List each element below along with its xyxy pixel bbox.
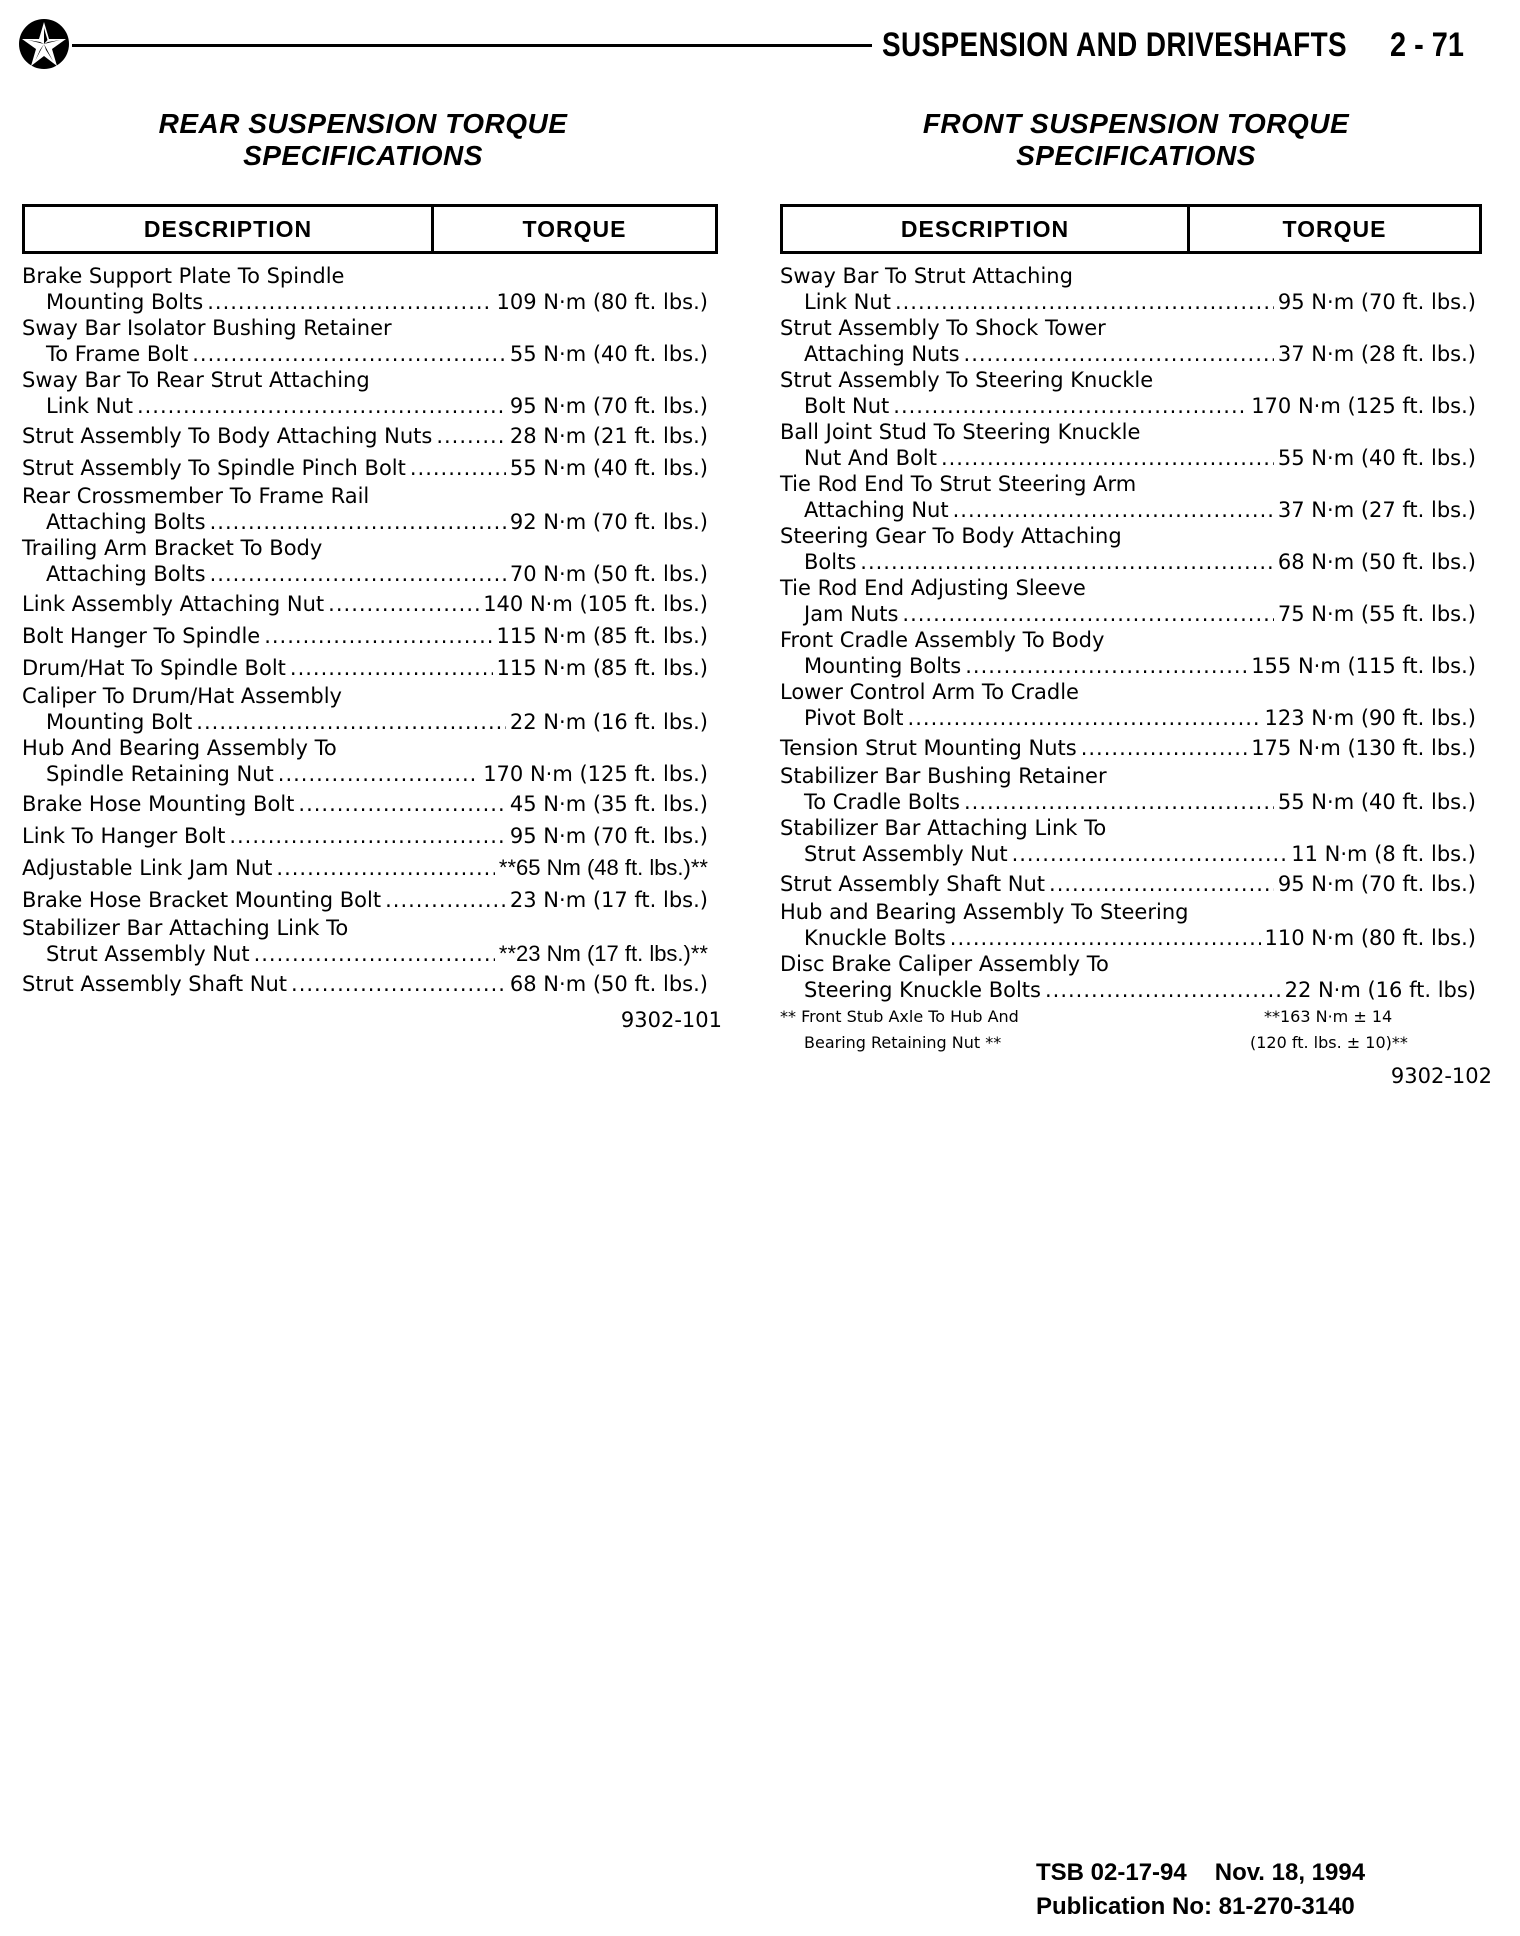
front-row-description: Attaching Nut — [804, 498, 949, 522]
rear-row-torque-value: 109 N·m (80 ft. lbs.) — [496, 290, 708, 314]
rear-title-line2: SPECIFICATIONS — [243, 140, 483, 171]
front-title-line2: SPECIFICATIONS — [1016, 140, 1256, 171]
rear-row-description: Strut Assembly Nut — [46, 942, 250, 966]
front-row-torque-value: 175 N·m (130 ft. lbs.) — [1251, 736, 1476, 760]
front-row-description: Nut And Bolt — [804, 446, 937, 470]
front-row-torque-value: 75 N·m (55 ft. lbs.) — [1277, 602, 1476, 626]
front-stub-line2: Bearing Retaining Nut ** — [804, 1033, 1002, 1052]
front-stub-description — [780, 1004, 1250, 1056]
front-table-row — [780, 264, 1476, 316]
rear-table-row — [22, 852, 708, 884]
dot-leader — [207, 288, 492, 316]
front-row-torque-value: 110 N·m (80 ft. lbs.) — [1264, 926, 1476, 950]
rear-table-body — [22, 264, 708, 1000]
front-row-description-line1: Stabilizer Bar Attaching Link To — [780, 816, 1107, 840]
front-row-description: Strut Assembly Shaft Nut — [780, 872, 1046, 896]
front-table-row — [780, 764, 1476, 816]
front-row-description-line1: Stabilizer Bar Bushing Retainer — [780, 764, 1107, 788]
rear-row-torque-value: 70 N·m (50 ft. lbs.) — [509, 562, 708, 586]
footer-tsb: TSB 02-17-94 — [1036, 1859, 1187, 1886]
front-stub-value-line1: **163 N·m ± 14 — [1264, 1007, 1393, 1026]
rear-row-torque-value: 68 N·m (50 ft. lbs.) — [509, 972, 708, 996]
rear-table-row — [22, 684, 708, 736]
dot-leader — [196, 708, 506, 736]
dot-leader — [276, 852, 495, 884]
front-row-description-line1: Tie Rod End To Strut Steering Arm — [780, 472, 1137, 496]
rear-row-torque-value: **23 Nm (17 ft. lbs.)** — [498, 941, 708, 966]
rear-table-row — [22, 452, 708, 484]
page-header — [0, 0, 1520, 80]
rear-row-torque-value: 140 N·m (105 ft. lbs.) — [483, 592, 708, 616]
front-table-row — [780, 680, 1476, 732]
front-row-description-line1: Steering Gear To Body Attaching — [780, 524, 1122, 548]
rear-table-row — [22, 420, 708, 452]
front-row-description: Mounting Bolts — [804, 654, 962, 678]
front-stub-axle-row — [780, 1004, 1492, 1056]
front-col-torque: TORQUE — [1282, 215, 1387, 242]
rear-row-description-line1: Brake Support Plate To Spindle — [22, 264, 345, 288]
rear-table-row — [22, 536, 708, 588]
front-table-row — [780, 732, 1476, 764]
rear-table-row — [22, 968, 708, 1000]
front-row-description-line1: Disc Brake Caliper Assembly To — [780, 952, 1109, 976]
dot-leader — [410, 452, 506, 484]
front-row-description-line1: Strut Assembly To Shock Tower — [780, 316, 1106, 340]
front-table-row — [780, 420, 1476, 472]
front-table-row — [780, 576, 1476, 628]
front-table-row — [780, 900, 1476, 952]
rear-row-description-line1: Sway Bar Isolator Bushing Retainer — [22, 316, 392, 340]
rear-title-line1: REAR SUSPENSION TORQUE — [158, 108, 568, 139]
rear-row-description-line1: Caliper To Drum/Hat Assembly — [22, 684, 342, 708]
front-table-row — [780, 316, 1476, 368]
rear-row-description: Attaching Bolts — [46, 562, 206, 586]
rear-row-torque-value: 45 N·m (35 ft. lbs.) — [509, 792, 708, 816]
rear-row-description: Adjustable Link Jam Nut — [22, 856, 273, 880]
front-row-torque-value: 123 N·m (90 ft. lbs.) — [1264, 706, 1476, 730]
dot-leader — [860, 548, 1274, 576]
front-row-description: Strut Assembly Nut — [804, 842, 1008, 866]
front-row-torque-value: 55 N·m (40 ft. lbs.) — [1277, 446, 1476, 470]
front-table-row — [780, 472, 1476, 524]
front-torque-section — [780, 108, 1492, 1088]
front-stub-line1: ** Front Stub Axle To Hub And — [780, 1007, 1019, 1026]
front-row-description: Link Nut — [804, 290, 891, 314]
rear-row-torque-value: 170 N·m (125 ft. lbs.) — [483, 762, 708, 786]
rear-row-description: Bolt Hanger To Spindle — [22, 624, 261, 648]
front-row-description: Jam Nuts — [804, 602, 899, 626]
rear-torque-section — [22, 108, 722, 1032]
front-row-description-line1: Tie Rod End Adjusting Sleeve — [780, 576, 1086, 600]
rear-table-row — [22, 788, 708, 820]
dot-leader — [210, 508, 506, 536]
front-row-torque-value: 95 N·m (70 ft. lbs.) — [1277, 290, 1476, 314]
rear-row-description: Strut Assembly To Body Attaching Nuts — [22, 424, 433, 448]
front-row-description-line1: Front Cradle Assembly To Body — [780, 628, 1105, 652]
rear-row-description: Brake Hose Bracket Mounting Bolt — [22, 888, 382, 912]
front-row-description: Attaching Nuts — [804, 342, 960, 366]
rear-row-description: Link Nut — [46, 394, 133, 418]
dot-leader — [264, 620, 492, 652]
front-row-description: To Cradle Bolts — [804, 790, 960, 814]
rear-row-description: Brake Hose Mounting Bolt — [22, 792, 295, 816]
rear-row-torque-value: **65 Nm (48 ft. lbs.)** — [498, 855, 708, 880]
front-row-description: Knuckle Bolts — [804, 926, 946, 950]
front-row-torque-value: 22 N·m (16 ft. lbs) — [1284, 978, 1476, 1002]
rear-row-description-line1: Stabilizer Bar Attaching Link To — [22, 916, 349, 940]
dot-leader — [137, 392, 506, 420]
rear-row-torque-value: 115 N·m (85 ft. lbs.) — [496, 656, 708, 680]
header-rule — [72, 44, 872, 47]
rear-col-torque: TORQUE — [522, 215, 627, 242]
dot-leader — [1012, 840, 1288, 868]
rear-table-row — [22, 484, 708, 536]
front-row-description-line1: Strut Assembly To Steering Knuckle — [780, 368, 1154, 392]
front-row-torque-value: 55 N·m (40 ft. lbs.) — [1277, 790, 1476, 814]
page-number: 2 - 71 — [1390, 26, 1464, 64]
front-table-row — [780, 952, 1476, 1004]
dot-leader — [953, 496, 1274, 524]
rear-table-row — [22, 620, 708, 652]
rear-row-torque-value: 95 N·m (70 ft. lbs.) — [509, 394, 708, 418]
rear-row-torque-value: 23 N·m (17 ft. lbs.) — [509, 888, 708, 912]
front-row-description-line1: Hub and Bearing Assembly To Steering — [780, 900, 1189, 924]
rear-row-description: Attaching Bolts — [46, 510, 206, 534]
front-stub-value-line2: (120 ft. lbs. ± 10)** — [1250, 1033, 1408, 1052]
dot-leader — [941, 444, 1274, 472]
front-section-title — [780, 108, 1492, 172]
dot-leader — [254, 940, 495, 968]
rear-row-description-line1: Trailing Arm Bracket To Body — [22, 536, 323, 560]
rear-table-row — [22, 588, 708, 620]
dot-leader — [895, 288, 1274, 316]
dot-leader — [1045, 976, 1281, 1004]
front-table-row — [780, 628, 1476, 680]
dot-leader — [950, 924, 1261, 952]
rear-row-torque-value: 28 N·m (21 ft. lbs.) — [509, 424, 708, 448]
front-row-torque-value: 68 N·m (50 ft. lbs.) — [1277, 550, 1476, 574]
rear-row-torque-value: 55 N·m (40 ft. lbs.) — [509, 456, 708, 480]
front-table-header — [780, 204, 1482, 254]
front-row-torque-value: 155 N·m (115 ft. lbs.) — [1251, 654, 1476, 678]
rear-row-description: Mounting Bolt — [46, 710, 193, 734]
dot-leader — [210, 560, 506, 588]
dot-leader — [908, 704, 1261, 732]
dot-leader — [893, 392, 1247, 420]
dot-leader — [192, 340, 506, 368]
front-table-row — [780, 524, 1476, 576]
front-row-description-line1: Sway Bar To Strut Attaching — [780, 264, 1073, 288]
footer-tsb-line — [1036, 1856, 1365, 1890]
dot-leader — [964, 340, 1274, 368]
rear-row-description: Strut Assembly Shaft Nut — [22, 972, 288, 996]
front-row-description: Bolts — [804, 550, 857, 574]
front-row-torque-value: 11 N·m (8 ft. lbs.) — [1291, 842, 1476, 866]
rear-row-description: Drum/Hat To Spindle Bolt — [22, 656, 286, 680]
front-table-body — [780, 264, 1476, 1004]
rear-table-row — [22, 820, 708, 852]
rear-figure-ref: 9302-101 — [620, 1008, 722, 1032]
dot-leader — [278, 760, 479, 788]
rear-table-row — [22, 652, 708, 684]
footer-publication: Publication No: 81-270-3140 — [1036, 1893, 1355, 1920]
dot-leader — [902, 600, 1274, 628]
front-table-row — [780, 368, 1476, 420]
front-row-description-line1: Lower Control Arm To Cradle — [780, 680, 1079, 704]
page-title: SUSPENSION AND DRIVESHAFTS — [882, 26, 1348, 64]
rear-row-description-line1: Rear Crossmember To Frame Rail — [22, 484, 370, 508]
rear-row-torque-value: 55 N·m (40 ft. lbs.) — [509, 342, 708, 366]
rear-table-row — [22, 736, 708, 788]
dot-leader — [291, 968, 506, 1000]
rear-table-row — [22, 884, 708, 916]
dot-leader — [1049, 868, 1274, 900]
dot-leader — [965, 652, 1247, 680]
rear-row-description: Spindle Retaining Nut — [46, 762, 274, 786]
rear-table-row — [22, 916, 708, 968]
front-table-row — [780, 816, 1476, 868]
pentastar-logo-icon — [18, 18, 70, 70]
front-title-line1: FRONT SUSPENSION TORQUE — [922, 108, 1350, 139]
front-row-description-line1: Ball Joint Stud To Steering Knuckle — [780, 420, 1141, 444]
front-row-torque-value: 37 N·m (27 ft. lbs.) — [1277, 498, 1476, 522]
dot-leader — [298, 788, 506, 820]
front-row-torque-value: 37 N·m (28 ft. lbs.) — [1277, 342, 1476, 366]
page-footer — [1036, 1856, 1365, 1924]
rear-row-torque-value: 92 N·m (70 ft. lbs.) — [509, 510, 708, 534]
rear-row-description: To Frame Bolt — [46, 342, 189, 366]
rear-row-torque-value: 22 N·m (16 ft. lbs.) — [509, 710, 708, 734]
dot-leader — [964, 788, 1274, 816]
rear-table-row — [22, 316, 708, 368]
front-figure-ref: 9302-102 — [1390, 1064, 1492, 1088]
rear-row-description: Strut Assembly To Spindle Pinch Bolt — [22, 456, 406, 480]
dot-leader — [1081, 732, 1248, 764]
rear-row-description: Link Assembly Attaching Nut — [22, 592, 325, 616]
rear-row-description-line1: Hub And Bearing Assembly To — [22, 736, 337, 760]
front-row-torque-value: 170 N·m (125 ft. lbs.) — [1251, 394, 1476, 418]
rear-row-torque-value: 95 N·m (70 ft. lbs.) — [509, 824, 708, 848]
rear-table-row — [22, 264, 708, 316]
front-col-description: DESCRIPTION — [783, 207, 1190, 251]
rear-table-header — [22, 204, 718, 254]
front-table-row — [780, 868, 1476, 900]
front-row-description: Bolt Nut — [804, 394, 890, 418]
front-row-torque-value: 95 N·m (70 ft. lbs.) — [1277, 872, 1476, 896]
rear-row-description-line1: Sway Bar To Rear Strut Attaching — [22, 368, 370, 392]
dot-leader — [229, 820, 506, 852]
front-row-description: Pivot Bolt — [804, 706, 904, 730]
front-stub-value — [1250, 1004, 1492, 1056]
rear-row-description: Link To Hanger Bolt — [22, 824, 226, 848]
footer-date: Nov. 18, 1994 — [1214, 1859, 1366, 1886]
dot-leader — [328, 588, 479, 620]
rear-table-row — [22, 368, 708, 420]
front-row-description: Steering Knuckle Bolts — [804, 978, 1041, 1002]
rear-col-description: DESCRIPTION — [25, 207, 434, 251]
rear-section-title — [4, 108, 722, 172]
rear-row-torque-value: 115 N·m (85 ft. lbs.) — [496, 624, 708, 648]
dot-leader — [290, 652, 493, 684]
dot-leader — [436, 420, 506, 452]
front-row-description: Tension Strut Mounting Nuts — [780, 736, 1077, 760]
dot-leader — [385, 884, 506, 916]
rear-row-description: Mounting Bolts — [46, 290, 204, 314]
